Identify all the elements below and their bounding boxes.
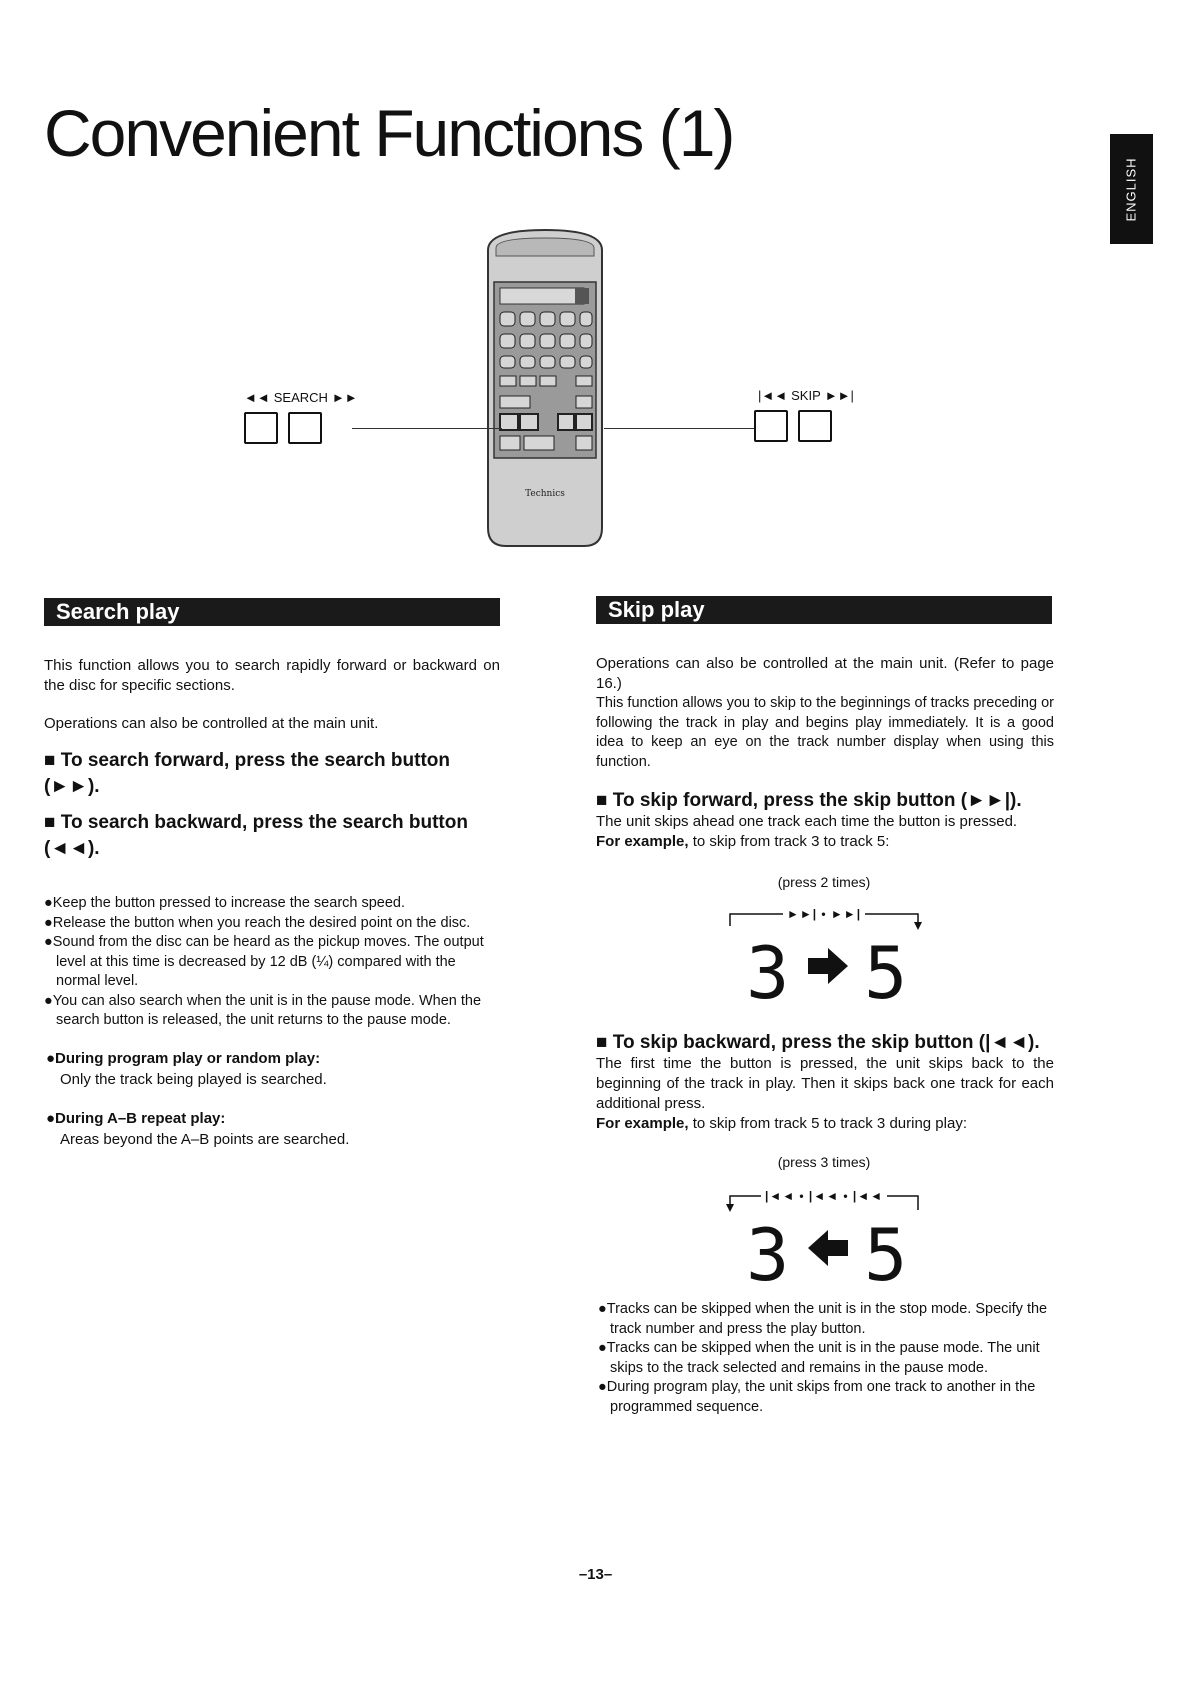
skip-backward-body: The first time the button is pressed, the unit skips back to the beginning of the track in play. Then it skips back one track for each additional press.: [596, 1055, 1054, 1112]
remote-control-illustration: [480, 228, 610, 550]
skip-play-header: Skip play: [596, 596, 1052, 624]
list-item: ●Keep the button pressed to increase the search speed.: [44, 895, 406, 911]
example-text: to skip from track 3 to track 5:: [688, 833, 890, 850]
backward-from-digit: 3: [746, 1213, 790, 1284]
fast-forward-icon: ►►: [331, 390, 358, 405]
page-number: –13–: [578, 1566, 613, 1583]
backward-to-digit: 5: [864, 1213, 908, 1284]
search-buttons: [244, 412, 322, 444]
search-play-header: Search play: [44, 598, 500, 626]
skip-buttons: [754, 410, 832, 442]
search-button-label: [244, 390, 358, 405]
search-notes-list: [44, 894, 504, 1031]
search-backward-heading: ■ To search backward, press the search button (◄◄).: [44, 812, 468, 859]
right-arrow-icon: [808, 948, 848, 984]
program-play-note-head: ●During program play or random play:: [46, 1050, 321, 1067]
skip-forward-icon: ►►|: [824, 388, 854, 403]
search-play-intro: This function allows you to search rapidly forward or backward on the disc for specific sections.: [44, 657, 500, 694]
skip-button-label: [758, 388, 854, 403]
list-item: ●You can also search when the unit is in the pause mode. When the search button is released, the unit returns to the pause mode.: [44, 992, 482, 1028]
search-connector-line: [352, 428, 502, 429]
ab-repeat-note-body: Areas beyond the A–B points are searched.: [60, 1131, 350, 1148]
page-title: Convenient Functions (1): [44, 96, 734, 170]
list-item: ●Tracks can be skipped when the unit is in the stop mode. Specify the track number and press the play button.: [598, 1301, 1048, 1337]
skip-notes-list: [598, 1300, 1060, 1417]
backward-press-caption: (press 3 times): [777, 1154, 871, 1170]
list-item: ●Tracks can be skipped when the unit is in the pause mode. The unit skips to the track selected and remains in the pause mode.: [598, 1340, 1040, 1376]
language-tab-label: ENGLISH: [1124, 156, 1140, 222]
list-item: ●Sound from the disc can be heard as the pickup moves. The output level at this time is decreased by 12 dB (¼) compared with the normal level.: [44, 934, 484, 989]
skip-play-intro: This function allows you to skip to the beginnings of tracks preceding or following the track in play and begins play immediately. It is a good idea to keep an eye on the track number display when using this function.: [596, 695, 1054, 770]
list-item: ●Release the button when you reach the desired point on the disc.: [44, 914, 471, 931]
skip-backward-heading: ■ To skip backward, press the skip button (|◄◄).: [596, 1032, 1040, 1053]
skip-backward-example: [596, 1114, 1056, 1134]
search-forward-button[interactable]: [288, 412, 322, 444]
search-forward-heading: ■ To search forward, press the search button (►►).: [44, 750, 450, 797]
forward-sequence-label: ►►| • ►►|: [783, 907, 865, 921]
forward-to-digit: 5: [864, 931, 908, 1004]
skip-label-text: SKIP: [791, 388, 821, 403]
backward-sequence-wrap: [724, 1186, 924, 1206]
forward-sequence-wrap: [724, 904, 924, 924]
skip-backward-icon: |◄◄: [758, 388, 788, 403]
skip-main-unit-note: Operations can also be controlled at the main unit. (Refer to page 16.): [596, 655, 1054, 692]
skip-forward-button[interactable]: [798, 410, 832, 442]
search-label-text: SEARCH: [273, 390, 328, 405]
ab-repeat-note-head: ●During A–B repeat play:: [46, 1110, 226, 1127]
example-label: For example,: [596, 833, 689, 850]
left-arrow-icon: [808, 1230, 848, 1266]
example-label: For example,: [596, 1115, 689, 1132]
list-item: ●During program play, the unit skips from one track to another in the programmed sequence.: [598, 1379, 1036, 1415]
rewind-icon: ◄◄: [244, 390, 270, 405]
language-tab: [1110, 134, 1153, 244]
forward-press-caption: (press 2 times): [777, 874, 871, 890]
skip-forward-body: The unit skips ahead one track each time the button is pressed.: [596, 813, 1018, 830]
forward-from-digit: 3: [746, 931, 790, 1004]
program-play-note-body: Only the track being played is searched.: [60, 1071, 327, 1088]
search-main-unit-note: Operations can also be controlled at the main unit.: [44, 715, 379, 732]
skip-forward-heading: ■ To skip forward, press the skip button (►►|).: [596, 790, 1022, 811]
search-backward-button[interactable]: [244, 412, 278, 444]
skip-connector-line: [604, 428, 754, 429]
skip-backward-button[interactable]: [754, 410, 788, 442]
backward-sequence-label: |◄◄ • |◄◄ • |◄◄: [761, 1189, 887, 1203]
remote-brand: Technics: [525, 489, 565, 499]
skip-forward-example: [596, 832, 1056, 852]
example-text: to skip from track 5 to track 3 during play:: [688, 1115, 967, 1132]
